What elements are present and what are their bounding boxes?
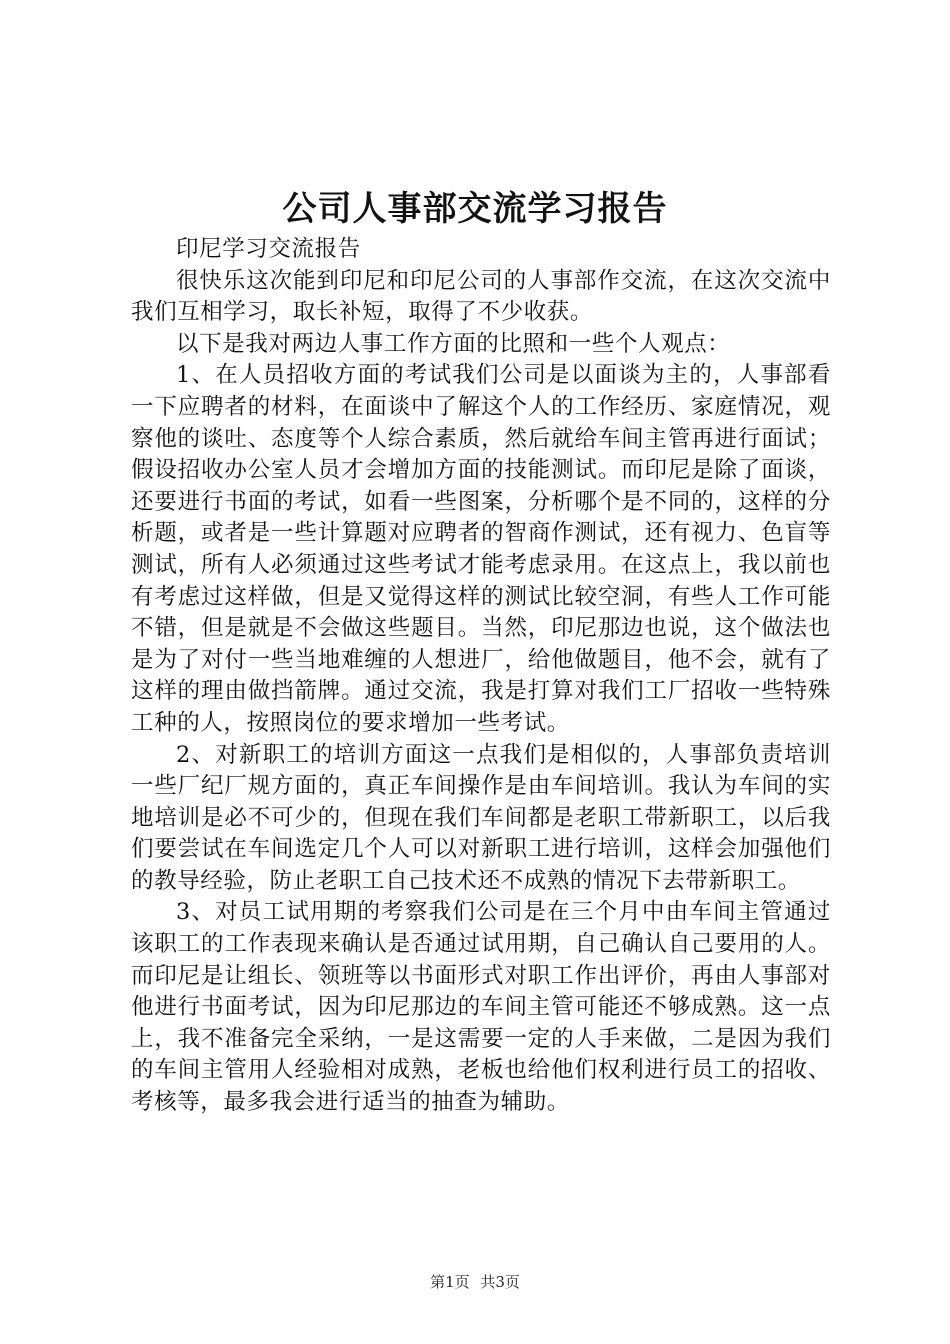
page-footer — [0, 1272, 950, 1292]
paragraph-training: 2、对新职工的培训方面这一点我们是相似的，人事部负责培训一些厂纪厂规方面的，真正车间操作是由车间培训。我认为车间的实地培训是必不可少的，但现在我们车间都是老职工带新职工，以后我们要尝试在车间选定几个人可以对新职工进行培训，这样会加强他们的教导经验，防止老职工自己技术还不成熟的情况下去带新职工。 — [131, 741, 831, 894]
paragraph-probation: 3、对员工试用期的考察我们公司是在三个月中由车间主管通过该职工的工作表现来确认是否通过试用期，自己确认自己要用的人。而印尼是让组长、领班等以书面形式对职工作出评价，再由人事部对他进行书面考试，因为印尼那边的车间主管可能还不够成熟。这一点上，我不准备完全采纳，一是这需要一定的人手来做，二是因为我们的车间主管用人经验相对成熟，老板也给他们权利进行员工的招收、考核等，最多我会进行适当的抽查为辅助。 — [131, 899, 831, 1116]
page-total: 共3页 — [480, 1273, 520, 1291]
page-title: 公司人事部交流学习报告 — [282, 189, 668, 229]
document-body — [131, 234, 831, 1119]
page-number: 第1页 — [430, 1273, 470, 1291]
paragraph-recruitment: 1、在人员招收方面的考试我们公司是以面谈为主的，人事部看一下应聘者的材料，在面谈中了解这个人的工作经历、家庭情况，观察他的谈吐、态度等个人综合素质，然后就给车间主管再进行面试；假设招收办公室人员才会增加方面的技能测试。而印尼是除了面谈，还要进行书面的考试，如看一些图案，分析哪个是不同的，这样的分析题，或者是一些计算题对应聘者的智商作测试，还有视力、色盲等测试，所有人必须通过这些考试才能考虑录用。在这点上，我以前也有考虑过这样做，但是又觉得这样的测试比较空洞，有些人工作可能不错，但是就是不会做这些题目。当然，印尼那边也说，这个做法也是为了对付一些当地难缠的人想进厂，给他做题目，他不会，就有了这样的理由做挡箭牌。通过交流，我是打算对我们工厂招收一些特殊工种的人，按照岗位的要求增加一些考试。 — [131, 362, 831, 736]
paragraph-subtitle: 印尼学习交流报告 — [176, 236, 361, 262]
paragraph-overview: 以下是我对两边人事工作方面的比照和一些个人观点： — [176, 330, 731, 357]
paragraph-intro: 很快乐这次能到印尼和印尼公司的人事部作交流，在这次交流中我们互相学习，取长补短，取得了不少收获。 — [131, 267, 831, 326]
